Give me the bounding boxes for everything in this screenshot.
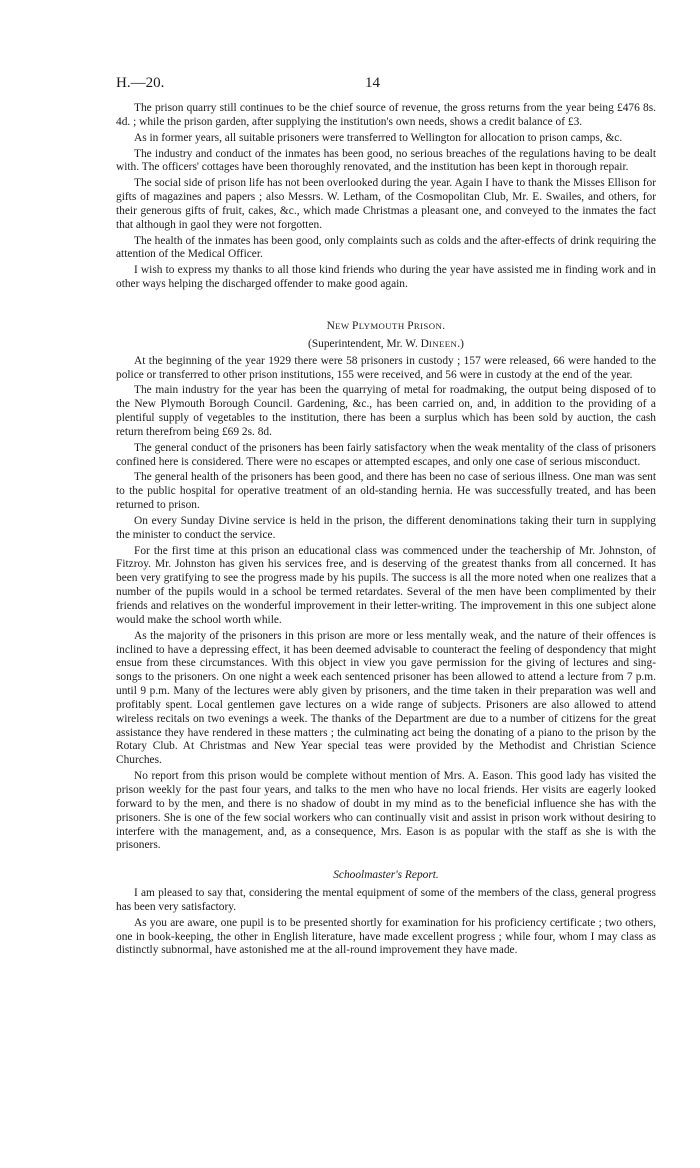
paragraph: The main industry for the year has been the quarrying of metal for roadmaking, the output being disposed of to the New Plymouth Borough Council. Gardening, &c., has been carried on, and, in addition to the providing of a plentiful supply of vegetables to the institution, there has been a surplus which has been sold by auction, the cash return therefrom being £69 2s. 8d. [116, 384, 656, 438]
page-body [116, 102, 656, 960]
document-reference: H.—20. [116, 75, 165, 91]
schoolmaster-report-heading: Schoolmaster's Report. [333, 869, 439, 882]
paragraph: As you are aware, one pupil is to be presented shortly for examination for his proficiency certificate ; two others, one in book-keeping, the other in English literature, have made excellent progress ; while four, whom I may class as distinctly subnormal, have astonished me at the all-round improvement they have made. [116, 916, 656, 957]
paragraph: No report from this prison would be complete without mention of Mrs. A. Eason. This good lady has visited the prison weekly for the past four years, and talks to the men who have no local friends. Her visits are eagerly looked forward to by the men, and there is no shadow of doubt in my mind as to the beneficial influence she has with the prisoners. She is one of the few social workers who can continually visit and assist in prison work without desiring to interfere with the management, and, as a consequence, Mrs. Eason is as popular with the staff as she is with the prisoners. [116, 770, 656, 852]
paragraph: I wish to express my thanks to all those kind friends who during the year have assisted me in finding work and in other ways helping the discharged offender to make good again. [116, 264, 656, 291]
paragraph: The health of the inmates has been good, only complaints such as colds and the after-effects of drink requiring the attention of the Medical Officer. [116, 234, 656, 261]
paragraph: The prison quarry still continues to be the chief source of revenue, the gross returns from the year being £476 8s. 4d. ; while the prison garden, after supplying the institution's own needs, shows a credit balance of £3. [116, 102, 656, 128]
paragraph: I am pleased to say that, considering the mental equipment of some of the members of the class, general progress has been very satisfactory. [116, 887, 656, 913]
paragraph: For the first time at this prison an educational class was commenced under the teachership of Mr. Johnston, of Fitzroy. Mr. Johnston has given his services free, and is deserving of the greatest thanks from all concerned. It has been very gratifying to see the progress made by his pupils. The success is all the more noted when one realizes that a number of the pupils would in a school be termed retardates. Several of the men have been complimented by their friends and relatives on the wonderful improvement in their letter-writing. The improvement in this one subject alone would make the school worth while. [116, 544, 656, 626]
paragraph: The social side of prison life has not been overlooked during the year. Again I have to thank the Misses Ellison for gifts of magazines and papers ; also Messrs. W. Letham, of the Cosmopolitan Club, Mr. E. Swailes, and others, for their generous gifts of fruit, cakes, &c., which made Christmas a pleasant one, and conveyed to the inmates the fact that although in gaol they were not forgotten. [116, 177, 656, 231]
paragraph: The general health of the prisoners has been good, and there has been no case of serious illness. One man was sent to the public hospital for operative treatment of an old-standing hernia. He was successfully treated, and has been returned to prison. [116, 471, 656, 512]
section-subtitle: (Superintendent, Mr. W. DINEEN.) [308, 337, 464, 350]
paragraph: At the beginning of the year 1929 there were 58 prisoners in custody ; 157 were released, 66 were handed to the police or transferred to other prison institutions, 155 were received, and 56 were in custody at the end of the year. [116, 354, 656, 381]
paragraph: As the majority of the prisoners in this prison are more or less mentally weak, and the nature of their offences is inclined to have a depressing effect, it has been deemed advisable to counteract the feeling of despondency that might ensue from these circumstances. With this object in view you gave permission for the giving of lectures and sing-songs to the prisoners. On one night a week each sentenced prisoner has been allowed to attend a lecture from 7 p.m. until 9 p.m. Many of the lectures were ably given by prisoners, and the time taken in their preparation was well and profitably spent. Local gentlemen gave lectures on a wide range of subjects. Prisoners are also allowed to attend wireless recitals on two evenings a week. The thanks of the Department are due to a number of citizens for the great assistance they have rendered in these matters ; the culminating act being the donating of a piano to the prison by the Rotary Club. At Christmas and New Year special teas were provided by the Methodist and Christian Science Churches. [116, 629, 656, 767]
paragraph: The general conduct of the prisoners has been fairly satisfactory when the weak mentality of the class of prisoners confined here is considered. There were no escapes or attempted escapes, and only one case of serious misconduct. [116, 441, 656, 468]
paragraph: As in former years, all suitable prisoners were transferred to Wellington for allocation to prison camps, &c. [134, 131, 623, 144]
page-number: 14 [365, 75, 380, 91]
page-header [116, 75, 660, 95]
paragraph: The industry and conduct of the inmates has been good, no serious breaches of the regulations having to be dealt with. The officers' cottages have been thoroughly renovated, and the institution has been kept in thorough repair. [116, 147, 656, 174]
paragraph: On every Sunday Divine service is held in the prison, the different denominations taking their turn in supplying the minister to conduct the service. [116, 514, 656, 541]
section-title: NEW PLYMOUTH PRISON. [326, 319, 446, 332]
